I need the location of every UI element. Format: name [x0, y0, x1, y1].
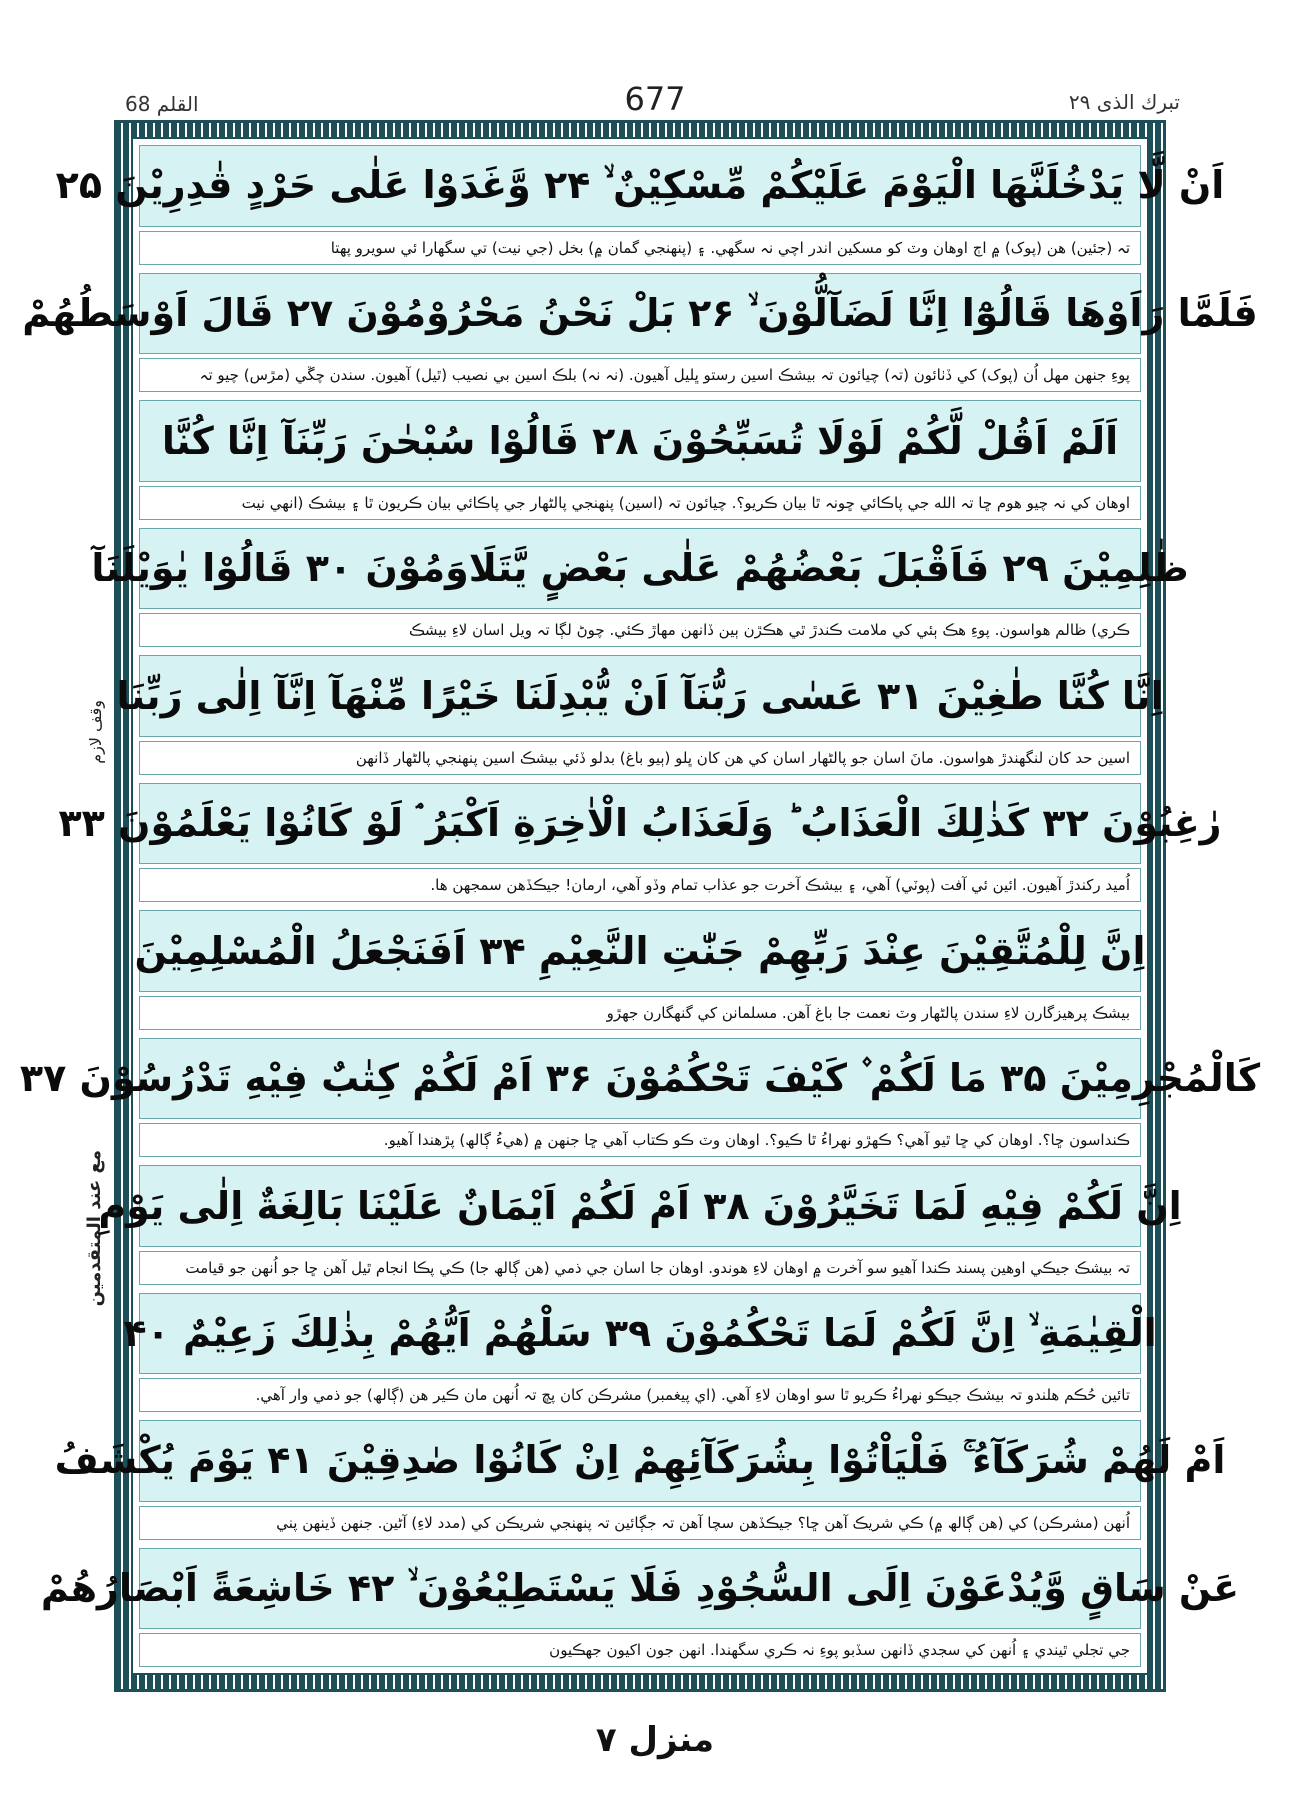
- arabic-line: اَنْ لَّا يَدْخُلَنَّهَا الْيَوْمَ عَلَيْكُمْ مِّسْكِيْنٌ ۙ ۲۴ وَّغَدَوْا عَلٰى حَرْدٍ قٰدِرِيْنَ ۲۵: [139, 145, 1141, 227]
- arabic-line: كَالْمُجْرِمِيْنَ ۳۵ مَا لَكُمْ ۫ كَيْفَ تَحْكُمُوْنَ ۳۶ اَمْ لَكُمْ كِتٰبٌ فِيْهِ تَدْرُسُوْنَ ۳۷: [139, 1038, 1141, 1120]
- verse-block: [22, 273, 1258, 393]
- arabic-line: اِنَّ لَكُمْ فِيْهِ لَمَا تَخَيَّرُوْنَ ۳۸ اَمْ لَكُمْ اَيْمَانٌ عَلَيْنَا بَالِغَةٌ اِلٰى يَوْمِ: [139, 1165, 1141, 1247]
- translation-line: پوءِ جنھن مھل اُن (پوک) کي ڏٺائون (تہ) چيائون تہ بيشڪ اسين رستو ڀليل آھيون. (نہ نہ) بلڪ اسين بي نصيب (ٿيل) آھيون. سندن چڱي (مڙس) چيو تہ: [139, 358, 1141, 392]
- page-number: 677: [624, 80, 686, 118]
- arabic-line: اِنَّ لِلْمُتَّقِيْنَ عِنْدَ رَبِّهِمْ جَنّٰتِ النَّعِيْمِ ۳۴ اَفَنَجْعَلُ الْمُسْلِمِيْنَ: [139, 910, 1141, 992]
- translation-line: جي تجلي ٿيندي ۽ اُنھن کي سجدي ڏانھن سڏبو پوءِ نہ ڪري سگھندا. انھن جون اکيون جھڪيون: [139, 1633, 1141, 1667]
- margin-note-waqf: وقف لازم: [86, 700, 105, 764]
- verse-block: [19, 1038, 1261, 1158]
- verse-block: [134, 910, 1146, 1030]
- translation-line: تہ (جئين) ھن (پوک) ۾ اڄ اوھان وٽ کو مسکين اندر اچي نہ سگھي. ۽ (پنھنجي گمان ۾) بخل (جي نيت) تي سگھارا ئي سويرو پھتا: [139, 231, 1141, 265]
- arabic-line: عَنْ سَاقٍ وَّيُدْعَوْنَ اِلَى السُّجُوْدِ فَلَا يَسْتَطِيْعُوْنَ ۙ ۴۲ خَاشِعَةً اَبْصَارُهُمْ: [139, 1548, 1141, 1630]
- margin-note-ruku: مع عند المتقدمين: [84, 1150, 105, 1307]
- translation-line: اُنھن (مشرڪن) کي (ھن ڳالھ ۾) ڪي شريڪ آھن ڇا؟ جيڪڏھن سچا آھن تہ جڳائين تہ پنھنجي شريڪن کي (مدد لاءِ) آڻين. جنھن ڏينھن پني: [139, 1506, 1141, 1540]
- verse-block: [91, 528, 1189, 648]
- translation-line: تہ بيشڪ جيڪي اوھين پسند ڪندا آھيو سو آخرت ۾ اوھان لاءِ ھوندو. اوھان جا اسان جي ذمي (ھن ڳالھ جا) ڪي پڪا انجام ٿيل آھن ڇا جو اُنھن جو قيامت: [139, 1251, 1141, 1285]
- verse-block: [54, 1420, 1226, 1540]
- translation-line: بيشڪ پرھيزگارن لاءِ سندن پالڻھار وٽ نعمت جا باغ آھن. مسلمانن کي گنھگارن جھڙو: [139, 996, 1141, 1030]
- arabic-line: ظٰلِمِيْنَ ۲۹ فَاَقْبَلَ بَعْضُهُمْ عَلٰى بَعْضٍ يَّتَلَاوَمُوْنَ ۳۰ قَالُوْا يٰوَيْلَنَآ: [139, 528, 1141, 610]
- page-header: [0, 0, 1310, 120]
- translation-line: تائين حُڪم ھلندو تہ بيشڪ جيڪو نھراءُ ڪريو ٿا سو اوھان لاءِ آھي. (اي پيغمبر) مشرڪن کان پڇ تہ اُنھن مان ڪير ھن (ڳالھ) جو ذمي وار آھي.: [139, 1378, 1141, 1412]
- verse-block: [116, 655, 1164, 775]
- translation-line: اسين حد کان لنگھندڙ ھواسون. مانَ اسان جو پالڻھار اسان کي ھن کان ڀلو (ٻيو باغ) بدلو ڏئي بيشڪ اسين پنھنجي پالڻھار ڏانھن: [139, 741, 1141, 775]
- arabic-line: فَلَمَّا رَاَوْهَا قَالُوْٓا اِنَّا لَضَآلُّوْنَ ۙ ۲۶ بَلْ نَحْنُ مَحْرُوْمُوْنَ ۲۷ قَالَ اَوْسَطُهُمْ: [139, 273, 1141, 355]
- verse-block: [98, 1165, 1182, 1285]
- arabic-line: اَمْ لَهُمْ شُرَكَآءُ ۚ فَلْيَاْتُوْا بِشُرَكَآئِهِمْ اِنْ كَانُوْا صٰدِقِيْنَ ۴۱ يَوْمَ يُكْشَفُ: [139, 1420, 1141, 1502]
- translation-line: ڪنداسون ڇا؟. اوھان کي ڇا ٿيو آھي؟ ڪھڙو نھراءُ ٿا ڪيو؟. اوھان وٽ ڪو ڪتاب آھي ڇا جنھن ۾ (ھيءُ ڳالھ) پڙھندا آھيو.: [139, 1123, 1141, 1157]
- arabic-line: اِنَّا كُنَّا طٰغِيْنَ ۳۱ عَسٰى رَبُّنَآ اَنْ يُّبْدِلَنَا خَيْرًا مِّنْهَآ اِنَّآ اِلٰى رَبِّنَا: [139, 655, 1141, 737]
- verse-block: [139, 400, 1141, 520]
- translation-line: ڪري) ظالم ھواسون. پوءِ ھڪ ٻئي کي ملامت ڪندڙ ٿي ھڪڙن ٻين ڏانھن مھاڙ ڪئي. چوڻ لڳا تہ ويل اسان لاءِ بيشڪ: [139, 613, 1141, 647]
- juz-name: تبرك الذى ٢٩: [1068, 90, 1180, 114]
- arabic-line: اَلَمْ اَقُلْ لَّكُمْ لَوْلَا تُسَبِّحُوْنَ ۲۸ قَالُوْا سُبْحٰنَ رَبِّنَآ اِنَّا كُنَّا: [139, 400, 1141, 482]
- translation-line: اُميد رکندڙ آھيون. ائين ئي آفت (پوٽي) آھي، ۽ بيشڪ آخرت جو عذاب تمام وڏو آھي، ارمان! جيڪڏھن سمجھن ھا.: [139, 868, 1141, 902]
- arabic-line: رٰغِبُوْنَ ۳۲ كَذٰلِكَ الْعَذَابُ ؕ وَلَعَذَابُ الْاٰخِرَةِ اَكْبَرُ ۘ لَوْ كَانُوْا يَعْلَمُوْنَ ۳۳: [139, 783, 1141, 865]
- verse-block: [58, 783, 1222, 903]
- arabic-line: الْقِيٰمَةِ ۙ اِنَّ لَكُمْ لَمَا تَحْكُمُوْنَ ۳۹ سَلْهُمْ اَيُّهُمْ بِذٰلِكَ زَعِيْمٌ ۴۰: [139, 1293, 1141, 1375]
- translation-line: اوھان کي نہ چيو ھوم ڇا تہ الله جي پاڪائي ڇونہ ٿا بيان ڪريو؟. چيائون تہ (اسين) پنھنجي پالڻھار جي پاڪائي بيان ڪريون ٿا ۽ بيشڪ (انھي نيت: [139, 486, 1141, 520]
- verse-block: [55, 145, 1225, 265]
- verse-block: [123, 1293, 1157, 1413]
- surah-name: القلم 68: [125, 92, 199, 116]
- manzil-footer: منزل ۷: [595, 1720, 715, 1760]
- verse-block: [40, 1548, 1240, 1668]
